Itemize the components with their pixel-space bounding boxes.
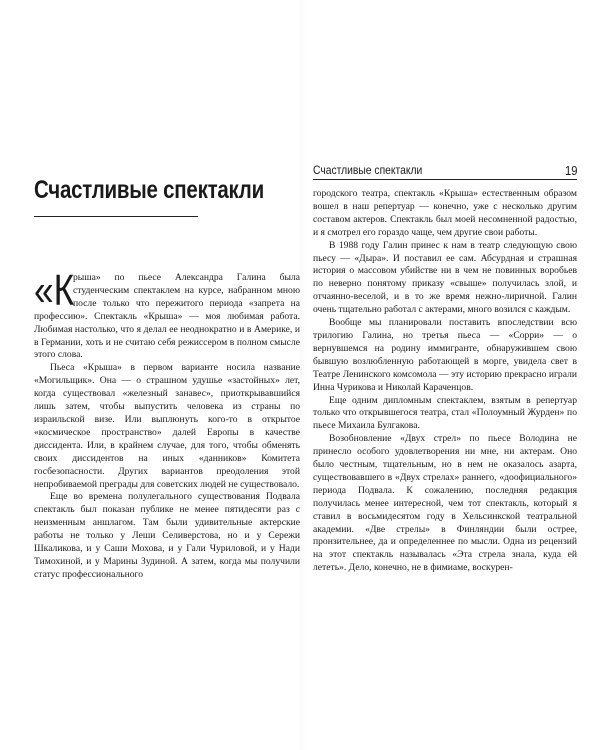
chapter-title-rule (34, 216, 198, 217)
paragraph: В 1988 году Галин принес к нам в театр следующую свою пьесу — «Дыра». И поставил ее сам. Абсурдная и страшная история о массовом убийстве ни в чем не повинных воробьев по неверно понятому приказу «свыше» получилась злой, и отчаянно-веселой, и в то же время нежно-лиричной. Галин очень тщательно работал с актерами, много возился с каждым. (313, 239, 577, 316)
paragraph: Возобновление «Двух стрел» по пьесе Володина не принесло особого удовлетворения ни мне, ни актерам. Оно было честным, тщательным, но в нем не оказалось азарта, существовавшего в «Двух стрелах» раннего, «доофициального» периода Подвала. К сожалению, последняя редакция получилась менее интересной, чем тот спектакль, который я ставил в восьмидесятом году в Хельсинкской театральной академии. «Две стрелы» в Финляндии были острее, пронзительнее, да и определеннее по мысли. Одна из рецензий на этот спектакль называлась «Эта стрела знала, куда ей лететь». Дело, конечно, не в фимиаме, воскурен- (313, 433, 577, 574)
paragraph: городского театра, спектакль «Крыша» естественным образом вошел в наш репертуар — конечно, уже с несколько другим составом актеров. Спектакль был моей несомненной радостью, и я смотрел его гораздо чаще, чем другие свои работы. (313, 188, 577, 238)
paragraph: Пьеса «Крыша» в первом варианте носила название «Могильщик». Она — о страшном удушье «застойных» лет, когда существовал «железный занавес», приоткрывавшийся лишь затем, чтобы выпустить человека из страны по израильской визе. Или выплюнуть кого-то в открытое «космическое пространство» далей Европы в качестве диссидента. Или, в крайнем случае, для того, чтобы обменять своих диссидентов на иных «данников» Комитета госбезопасности. Других вариантов преодоления этой непробиваемой преграды для советских людей не существовало. (34, 362, 300, 490)
left-page-text (34, 266, 300, 582)
paragraph (34, 266, 300, 362)
right-page-text (313, 188, 577, 575)
drop-cap: «К (34, 266, 75, 315)
gutter-shadow (300, 0, 306, 750)
paragraph: Еще одним дипломным спектаклем, взятым в репертуар только что открывшегося театра, стал «Полоумный Журден» по пьесе Михаила Булгакова. (313, 394, 577, 432)
paragraph-text: рыша» по пьесе Александра Галина была студенческим спектаклем на курсе, набранном мною после только что пережитого периода «запрета на профессию». Спектакль «Крыша» — моя любимая работа. Любимая настолько, что я делал ее неоднократно и в Америке, и в Германии, хоть и не считаю себя режиссером в полном смысле этого слова. (34, 272, 300, 361)
paragraph: Еще во времена полулегального существования Подвала спектакль был показан публике не менее пятидесяти раз с неизменным аншлагом. Там были удивительные актерские работы не только у Леши Селиверстова, но и у Сережи Шкаликова, и у Саши Мохова, и у Гали Чуриловой, и у Нади Тимохиной, и у Марины Зудиной. А затем, когда мы получили статус профессионального (34, 491, 300, 580)
paragraph: Вообще мы планировали поставить впоследствии всю трилогию Галина, но третья пьеса — «Сорри» — о вернувшемся на родину иммигранте, обнаружившем свою бывшую возлюбленную работающей в морге, увидела свет в Театре Ленинского комсомола — эту историю прекрасно играли Инна Чурикова и Николай Караченцов. (313, 317, 577, 393)
chapter-title: Счастливые спектакли (34, 176, 264, 204)
page-number: 19 (564, 163, 577, 178)
running-head (313, 163, 577, 180)
running-head-title: Счастливые спектакли (313, 163, 423, 177)
